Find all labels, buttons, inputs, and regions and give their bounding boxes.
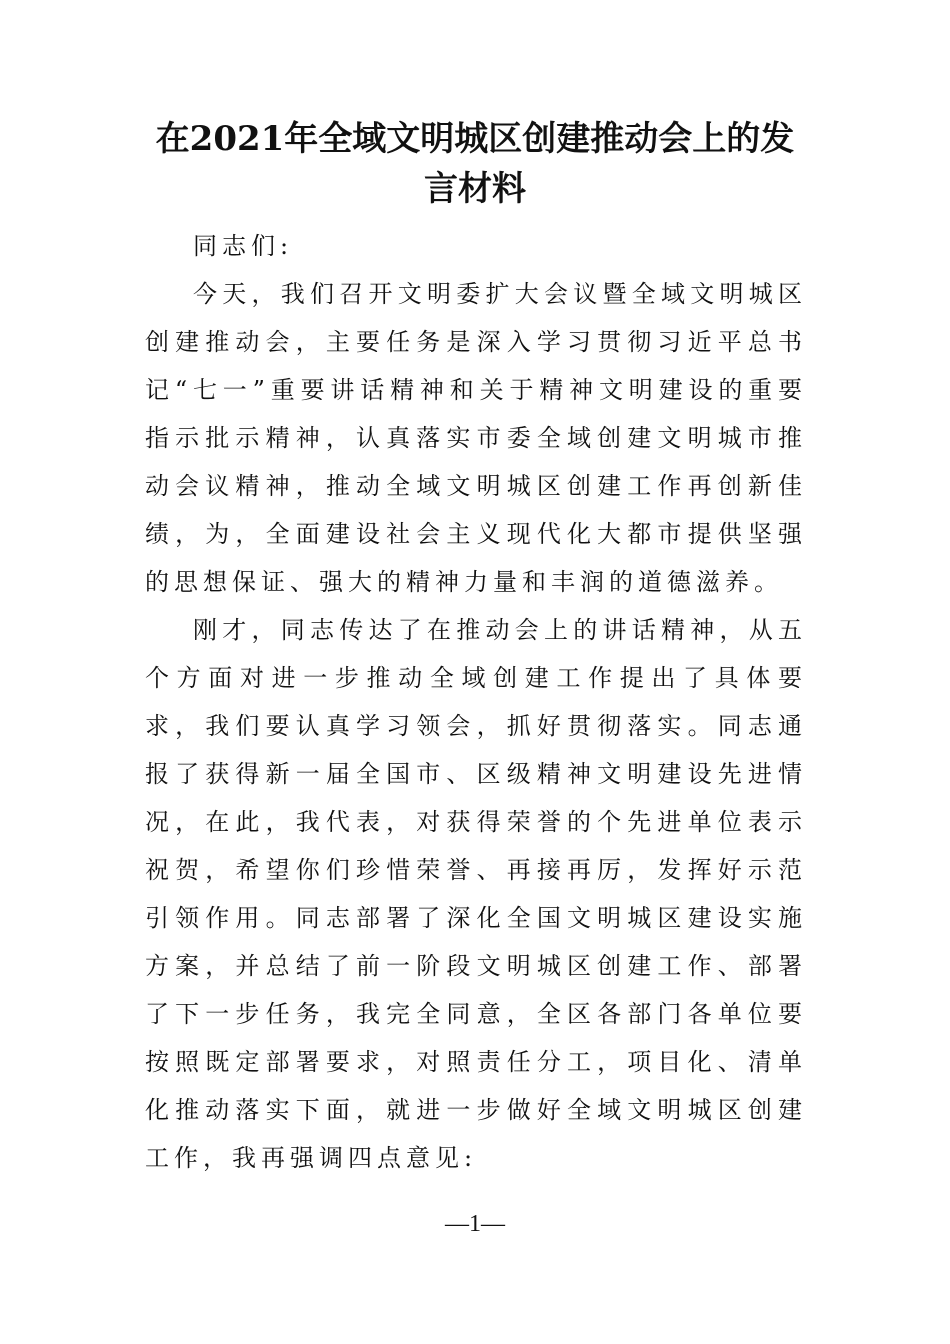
page-number: —1— (445, 1211, 505, 1237)
document-body (145, 222, 807, 1182)
salutation: 同志们: (193, 232, 294, 260)
document-title: 在2021年全域文明城区创建推动会上的发言材料 (155, 119, 795, 209)
paragraph-opening: 今天，我们召开文明委扩大会议暨全域文明城区创建推动会，主要任务是深入学习贯彻习近平总书记“七一”重要讲话精神和关于精神文明建设的重要指示批示精神，认真落实市委全域创建文明城市推动会议精神，推动全域文明城区创建工作再创新佳绩，为，全面建设社会主义现代化大都市提供坚强的思想保证、强大的精神力量和丰润的道德滋养。 (145, 280, 807, 596)
paragraph-review: 刚才，同志传达了在推动会上的讲话精神，从五个方面对进一步推动全域创建工作提出了具体要求，我们要认真学习领会，抓好贯彻落实。同志通报了获得新一届全国市、区级精神文明建设先进情况，在此，我代表，对获得荣誉的个先进单位表示祝贺，希望你们珍惜荣誉、再接再厉，发挥好示范引领作用。同志部署了深化全国文明城区建设实施方案，并总结了前一阶段文明城区创建工作、部署了下一步任务，我完全同意，全区各部门各单位要按照既定部署要求，对照责任分工，项目化、清单化推动落实下面，就进一步做好全域文明城区创建工作，我再强调四点意见: (145, 616, 807, 1172)
